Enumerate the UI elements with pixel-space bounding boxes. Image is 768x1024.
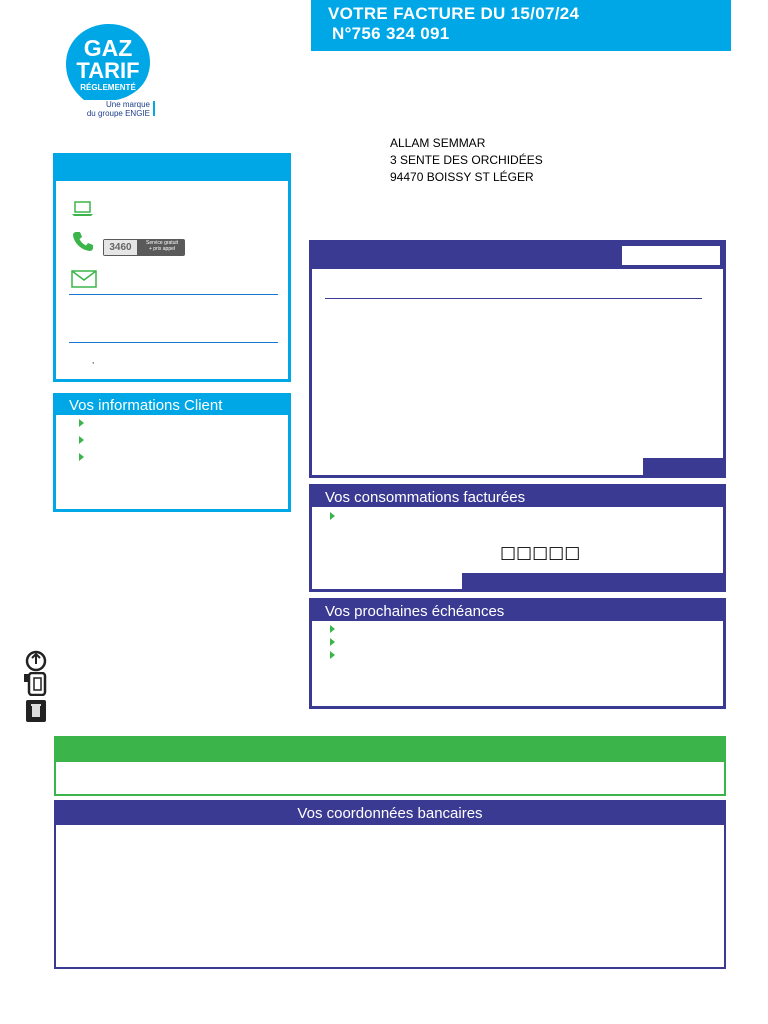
phone-number: 3460 [104,240,137,255]
recipient-city: 94470 BOISSY ST LÉGER [390,170,534,184]
bullet-arrow-icon [330,651,335,659]
schedule-title: Vos prochaines échéances [312,601,723,621]
bank-details-title: Vos coordonnées bancaires [56,802,724,825]
schedule-panel [309,598,726,709]
logo-tagline-1: Une marque [105,100,150,109]
consumption-title: Vos consommations facturées [312,487,723,507]
envelope-icon [71,270,97,293]
contact-panel [53,153,291,382]
bank-details-panel [54,800,726,969]
invoice-header-banner [311,0,731,51]
green-message-header [56,738,724,762]
client-info-title: Vos informations Client [56,396,288,415]
bullet-arrow-icon [330,625,335,633]
contact-divider-1 [69,294,278,295]
total-divider [325,298,702,299]
phone-number-badge[interactable] [103,239,185,256]
client-info-panel [53,393,291,512]
contact-small-mark: , [92,356,95,365]
bullet-arrow-icon [79,419,84,427]
laptop-icon [71,200,95,223]
total-footer-block [643,458,723,475]
consumption-footer-block [462,573,723,589]
contact-divider-2 [69,342,278,343]
logo-mark [64,22,154,102]
recipient-address [390,135,543,186]
bin-icon [24,699,48,728]
paper-icon [24,672,48,701]
logo-line-2: TARIF [76,58,140,83]
logo-tagline [70,100,150,118]
invoice-number: N°756 324 091 [332,24,450,43]
logo-tagline-2: du groupe ENGIE [86,109,150,118]
green-message-panel [54,736,726,796]
recipient-name: ALLAM SEMMAR [390,136,486,150]
bullet-arrow-icon [330,638,335,646]
consumption-panel [309,484,726,592]
bullet-arrow-icon [79,453,84,461]
bullet-arrow-icon [79,436,84,444]
amount-slot [622,246,720,265]
phone-note-2: + prix appel [149,246,175,252]
logo-line-1: GAZ [83,35,133,61]
bullet-arrow-icon [330,512,335,520]
contact-panel-header [56,156,288,181]
invoice-total-panel [309,240,726,478]
consumption-placeholder-glyphs: □□□□□ [500,543,581,563]
recipient-street: 3 SENTE DES ORCHIDÉES [390,153,543,167]
logo-line-3: RÉGLEMENTÉ [80,83,136,92]
phone-cost-note [140,240,184,252]
phone-note-1: Service gratuit [146,240,178,246]
phone-icon[interactable] [72,230,94,257]
invoice-date-label: VOTRE FACTURE DU 15/07/24 [328,4,580,23]
